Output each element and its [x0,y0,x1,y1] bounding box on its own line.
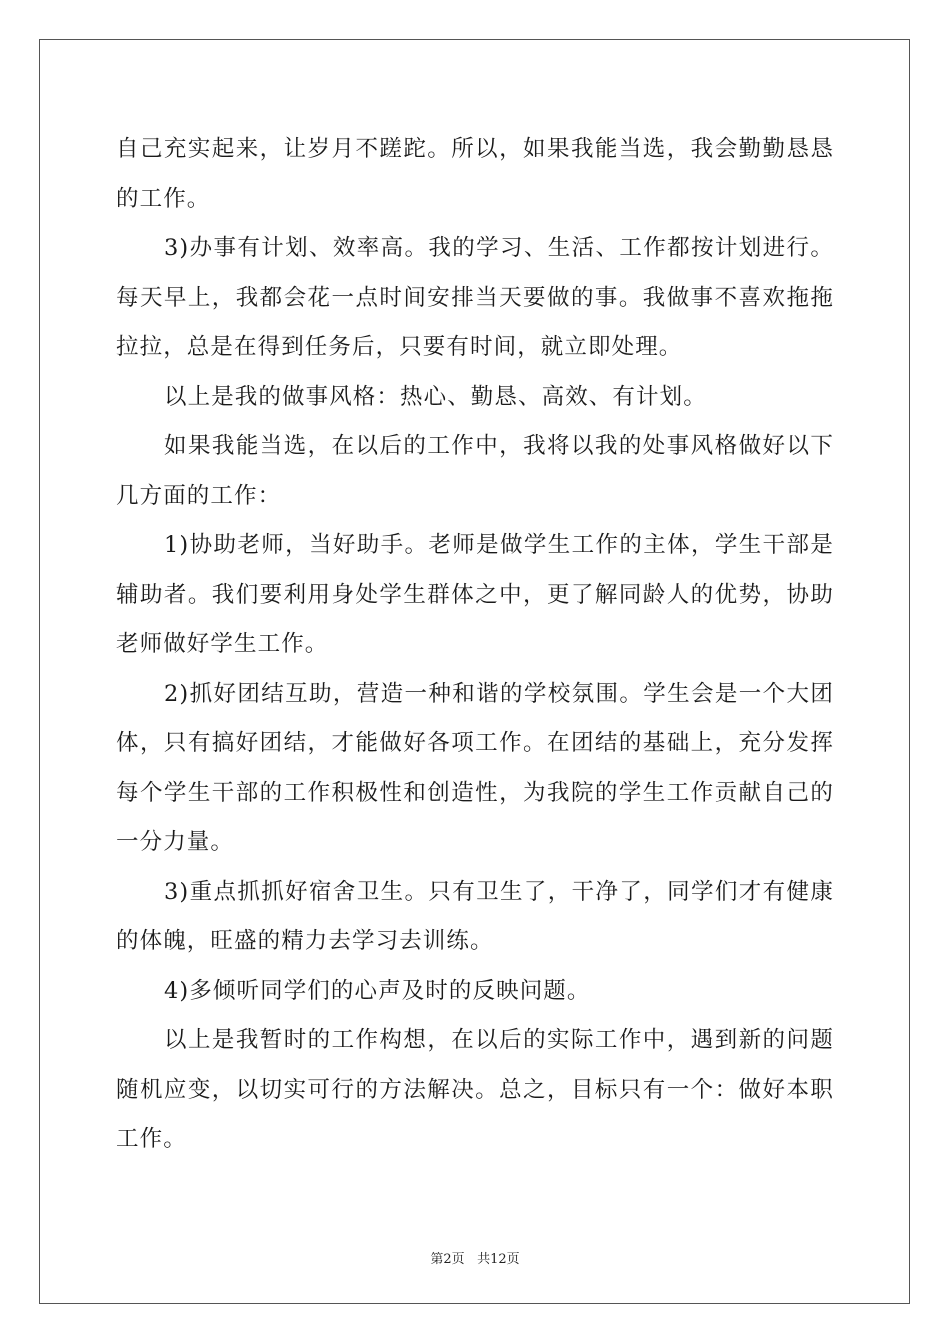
text-line: 每天早上，我都会花一点时间安排当天要做的事。我做事不喜欢拖拖 [116,284,834,311]
text-line: 自己充实起来，让岁月不蹉跎。所以，如果我能当选，我会勤勤恳恳 [116,136,834,162]
text-line: 3)重点抓抓好宿舍卫生。只有卫生了，干净了，同学们才有健康 [164,878,834,905]
text-line: 如果我能当选，在以后的工作中，我将以我的处事风格做好以下 [164,433,834,459]
document-body [116,125,834,1165]
text-line: 工作。 [116,1126,187,1152]
text-line: 老师做好学生工作。 [116,631,329,657]
text-line: 1)协助老师，当好助手。老师是做学生工作的主体，学生干部是 [164,532,834,558]
text-line: 的体魄，旺盛的精力去学习去训练。 [116,928,494,954]
text-line: 每个学生干部的工作积极性和创造性，为我院的学生工作贡献自己的 [116,779,834,806]
page-footer [0,1248,950,1267]
text-line: 3)办事有计划、效率高。我的学习、生活、工作都按计划进行。 [164,235,834,261]
text-line: 4)多倾听同学们的心声及时的反映问题。 [164,977,591,1004]
text-line: 一分力量。 [116,829,235,855]
page-number: 第2页 [430,1252,465,1267]
text-line: 2)抓好团结互助，营造一种和谐的学校氛围。学生会是一个大团 [164,680,834,707]
text-line: 辅助者。我们要利用身处学生群体之中，更了解同龄人的优势，协助 [116,581,834,608]
text-line: 的工作。 [116,185,211,212]
text-line: 随机应变，以切实可行的方法解决。总之，目标只有一个：做好本职 [116,1076,834,1103]
text-line: 体，只有搞好团结，才能做好各项工作。在团结的基础上，充分发挥 [116,730,834,756]
text-line: 以上是我的做事风格：热心、勤恳、高效、有计划。 [164,383,707,410]
page-total: 共12页 [477,1252,520,1267]
text-line: 以上是我暂时的工作构想，在以后的实际工作中，遇到新的问题 [164,1027,834,1053]
text-line: 几方面的工作： [116,482,282,509]
text-line: 拉拉，总是在得到任务后，只要有时间，就立即处理。 [116,334,683,360]
